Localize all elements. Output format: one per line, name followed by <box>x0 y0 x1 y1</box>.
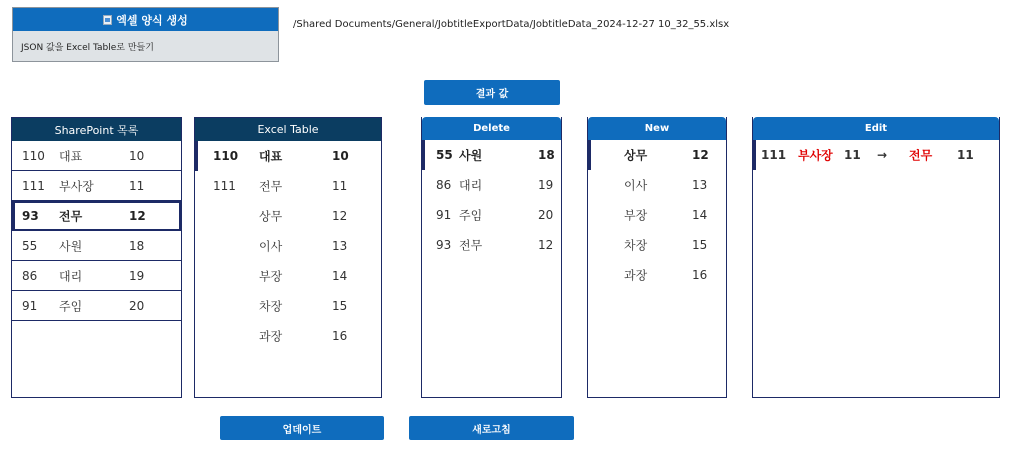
row-id: 91 <box>22 298 38 313</box>
row-id: 55 <box>22 238 38 253</box>
row-id: 111 <box>22 178 45 193</box>
sharepoint-row[interactable] <box>12 261 181 291</box>
sharepoint-row[interactable] <box>12 291 181 321</box>
row-code: 12 <box>692 148 709 162</box>
row-name: 상무 <box>259 209 283 224</box>
update-button[interactable]: 업데이트 <box>220 416 384 440</box>
new-row[interactable] <box>588 260 726 290</box>
edit-row-selected[interactable] <box>753 140 999 170</box>
sharepoint-row[interactable] <box>12 171 181 201</box>
row-name: 주임 <box>459 208 483 223</box>
excel-generator-card <box>12 7 279 62</box>
row-code: 16 <box>692 268 708 282</box>
row-code: 20 <box>538 208 554 222</box>
new-row[interactable] <box>588 230 726 260</box>
edit-panel <box>752 117 1000 398</box>
row-id: 111 <box>761 148 787 162</box>
excel-table-row[interactable] <box>195 231 381 261</box>
row-code: 13 <box>332 239 348 253</box>
delete-header: Delete <box>422 117 561 140</box>
row-name: 사원 <box>59 239 83 253</box>
edit-header: Edit <box>753 117 999 140</box>
row-id: 111 <box>213 179 236 193</box>
excel-table-row[interactable] <box>195 261 381 291</box>
row-code: 19 <box>129 268 145 283</box>
new-header: New <box>588 117 726 140</box>
row-code: 10 <box>332 149 349 163</box>
new-row[interactable] <box>588 200 726 230</box>
file-path: /Shared Documents/General/JobtitleExportData/JobtitleData_2024-12-27 10_32_55.xlsx <box>293 19 730 30</box>
row-id: 93 <box>22 209 39 223</box>
row-code: 12 <box>129 209 146 223</box>
row-id: 86 <box>436 178 452 192</box>
row-code: 12 <box>538 238 554 252</box>
row-name: 주임 <box>59 299 83 313</box>
new-row[interactable] <box>588 170 726 200</box>
excel-table-header: Excel Table <box>195 118 381 141</box>
row-code: 10 <box>129 148 145 163</box>
row-code: 12 <box>332 209 348 223</box>
row-name: 과장 <box>624 268 648 283</box>
row-id: 110 <box>213 149 239 163</box>
old-code: 11 <box>844 148 861 162</box>
sharepoint-list-panel <box>11 117 182 398</box>
excel-generator-header[interactable] <box>13 8 278 31</box>
delete-row-selected[interactable] <box>422 140 561 170</box>
row-name: 사원 <box>459 148 483 163</box>
row-name: 대리 <box>59 269 83 283</box>
row-id: 93 <box>436 238 452 252</box>
row-code: 15 <box>332 299 348 313</box>
row-name: 전무 <box>259 179 283 194</box>
row-name: 전무 <box>459 238 483 253</box>
row-code: 18 <box>538 148 555 162</box>
row-code: 13 <box>692 178 708 192</box>
excel-table-row[interactable] <box>195 201 381 231</box>
sharepoint-row-selected[interactable] <box>12 201 181 231</box>
arrow-icon: → <box>877 148 888 162</box>
excel-doc-icon <box>103 15 112 25</box>
row-name: 이사 <box>259 239 283 254</box>
new-name: 전무 <box>909 148 933 163</box>
row-code: 20 <box>129 298 145 313</box>
old-name: 부사장 <box>798 148 833 163</box>
row-name: 차장 <box>624 238 648 253</box>
row-code: 11 <box>332 179 348 193</box>
new-code: 11 <box>957 148 974 162</box>
delete-row[interactable] <box>422 200 561 230</box>
sharepoint-list-header: SharePoint 목록 <box>12 118 181 141</box>
row-name: 부사장 <box>59 179 94 193</box>
delete-row[interactable] <box>422 230 561 260</box>
excel-table-panel <box>194 117 382 398</box>
excel-generator-subtitle: JSON 값을 Excel Table로 만들기 <box>21 43 154 53</box>
new-row-selected[interactable] <box>588 140 726 170</box>
delete-row[interactable] <box>422 170 561 200</box>
row-name: 부장 <box>624 208 648 223</box>
row-code: 18 <box>129 238 145 253</box>
sharepoint-row[interactable] <box>12 231 181 261</box>
row-code: 14 <box>692 208 708 222</box>
delete-panel <box>421 117 562 398</box>
row-id: 55 <box>436 148 453 162</box>
row-id: 91 <box>436 208 452 222</box>
row-code: 16 <box>332 329 348 343</box>
excel-table-row-selected[interactable] <box>195 141 381 171</box>
row-name: 부장 <box>259 269 283 284</box>
row-name: 과장 <box>259 329 283 344</box>
new-panel <box>587 117 727 398</box>
result-button[interactable]: 결과 값 <box>424 80 560 105</box>
row-name: 이사 <box>624 178 648 193</box>
row-code: 11 <box>129 178 145 193</box>
excel-table-row[interactable] <box>195 321 381 351</box>
excel-table-row[interactable] <box>195 171 381 201</box>
excel-generator-title: 엑셀 양식 생성 <box>116 13 188 27</box>
row-code: 14 <box>332 269 348 283</box>
row-id: 110 <box>22 148 45 163</box>
row-name: 대표 <box>259 149 283 164</box>
row-name: 차장 <box>259 299 283 314</box>
row-name: 대표 <box>59 149 83 163</box>
row-name: 대리 <box>459 178 483 193</box>
excel-table-row[interactable] <box>195 291 381 321</box>
row-name: 상무 <box>624 148 648 163</box>
row-code: 19 <box>538 178 554 192</box>
refresh-button[interactable]: 새로고침 <box>409 416 574 440</box>
row-code: 15 <box>692 238 708 252</box>
row-name: 전무 <box>59 209 83 224</box>
sharepoint-row[interactable] <box>12 141 181 171</box>
row-id: 86 <box>22 268 38 283</box>
